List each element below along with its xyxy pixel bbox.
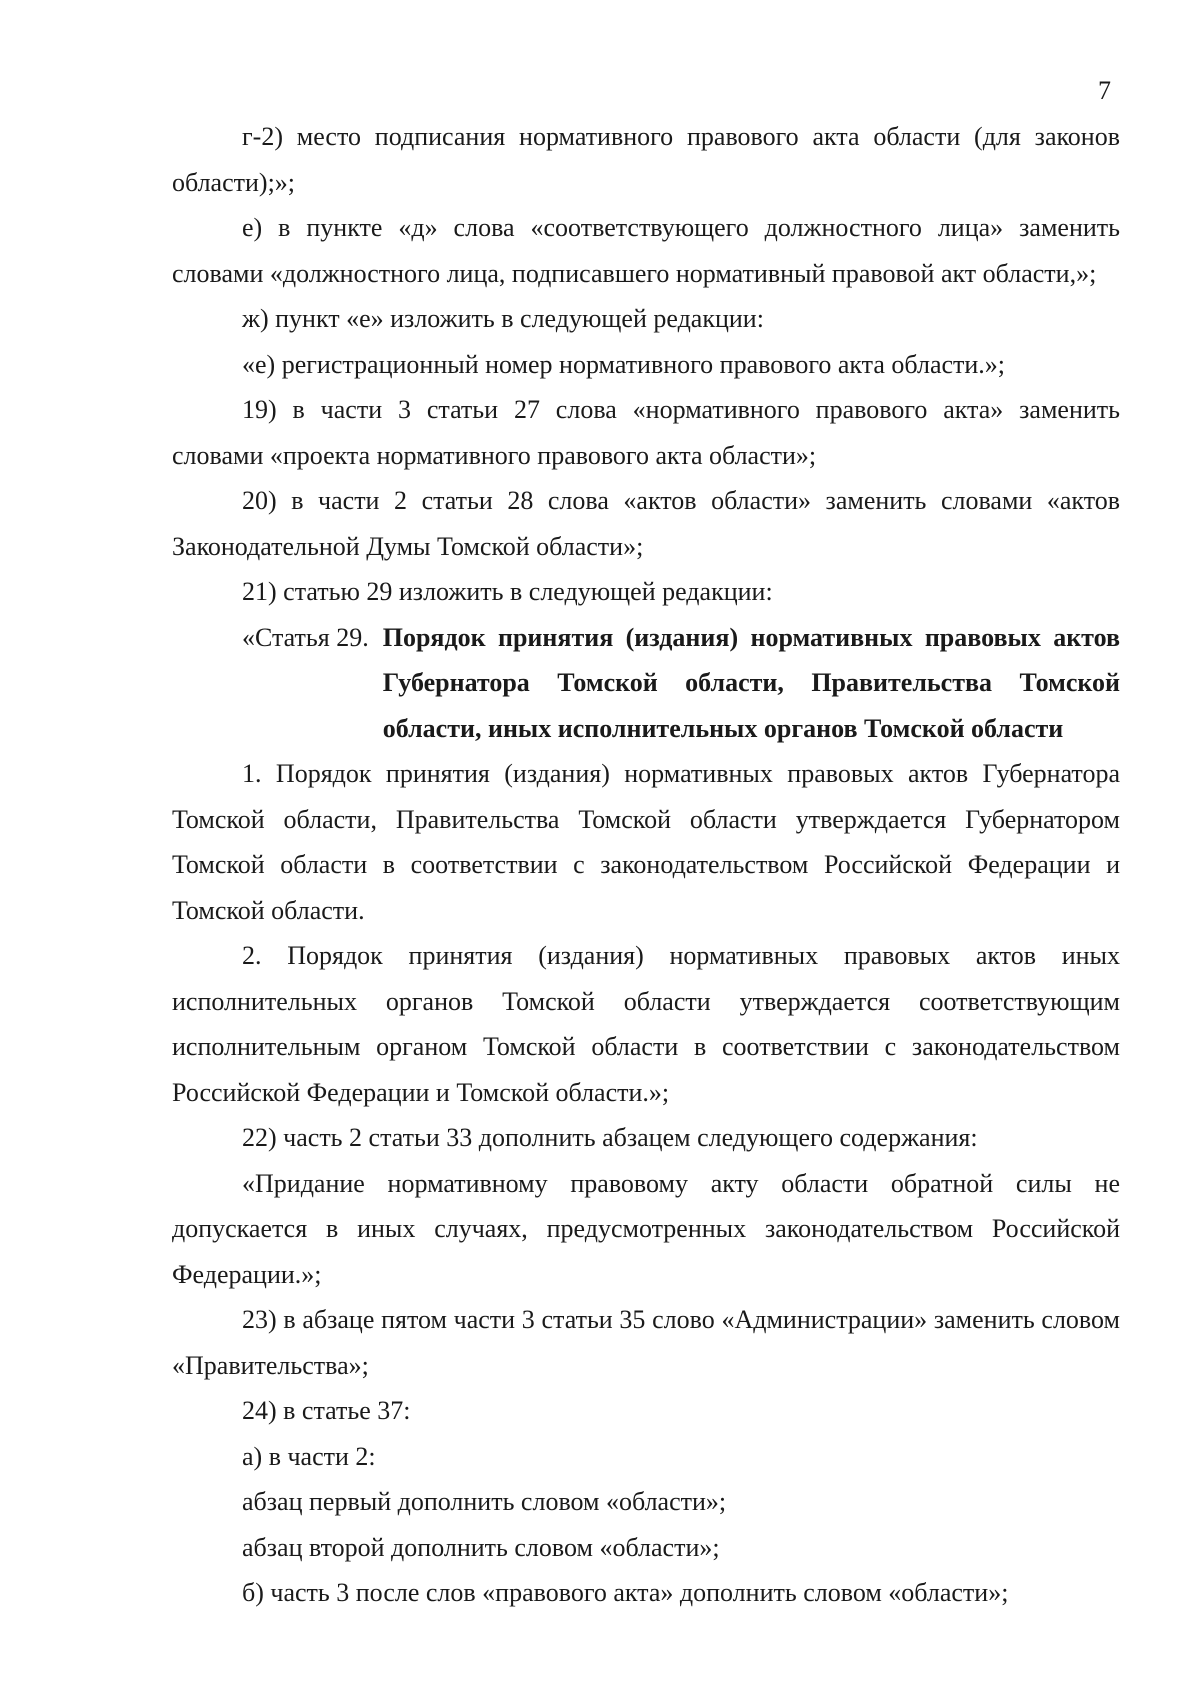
paragraph: 22) часть 2 статьи 33 дополнить абзацем следующего содержания: [242, 1123, 978, 1152]
paragraph: 24) в статье 37: [242, 1396, 411, 1425]
paragraph: ж) пункт «е» изложить в следующей редакции: [242, 304, 764, 333]
paragraph: г-2) место подписания нормативного правового акта области (для законов области);»; [172, 122, 1120, 197]
article-title: Порядок принятия (издания) нормативных правовых актов Губернатора Томской области, Правительства Томской области, иных исполнительных органов Томской области [382, 622, 1120, 743]
paragraph: 2. Порядок принятия (издания) нормативных правовых актов иных исполнительных органов Томской области утверждается соответствующим исполнительным органом Томской области в соответствии с законодательством Российской Федерации и Томской области.»; [172, 941, 1120, 1107]
document-body [172, 114, 1120, 1616]
paragraph: б) часть 3 после слов «правового акта» дополнить словом «области»; [242, 1578, 1009, 1607]
page-number: 7 [1098, 76, 1111, 105]
paragraph: е) в пункте «д» слова «соответствующего должностного лица» заменить словами «должностного лица, подписавшего нормативный правовой акт области,»; [172, 213, 1120, 288]
paragraph: 21) статью 29 изложить в следующей редакции: [242, 577, 773, 606]
paragraph: абзац второй дополнить словом «области»; [242, 1532, 720, 1562]
paragraph: абзац первый дополнить словом «области»; [242, 1487, 727, 1516]
article-label: «Статья 29. [242, 622, 369, 652]
paragraph: «Придание нормативному правовому акту области обратной силы не допускается в иных случаях, предусмотренных законодательством Российской Федерации.»; [172, 1168, 1120, 1289]
paragraph: 23) в абзаце пятом части 3 статьи 35 слово «Администрации» заменить словом «Правительства»; [172, 1305, 1120, 1380]
article-heading [172, 615, 1120, 752]
paragraph: 20) в части 2 статьи 28 слова «актов области» заменить словами «актов Законодательной Думы Томской области»; [172, 486, 1120, 561]
paragraph: а) в части 2: [242, 1441, 376, 1471]
paragraph: 19) в части 3 статьи 27 слова «нормативного правового акта» заменить словами «проекта нормативного правового акта области»; [172, 395, 1120, 470]
paragraph: 1. Порядок принятия (издания) нормативных правовых актов Губернатора Томской области, Правительства Томской области утверждается Губернатором Томской области в соответствии с законодательством Российской Федерации и Томской области. [172, 759, 1120, 925]
paragraph: «е) регистрационный номер нормативного правового акта области.»; [242, 349, 1006, 379]
